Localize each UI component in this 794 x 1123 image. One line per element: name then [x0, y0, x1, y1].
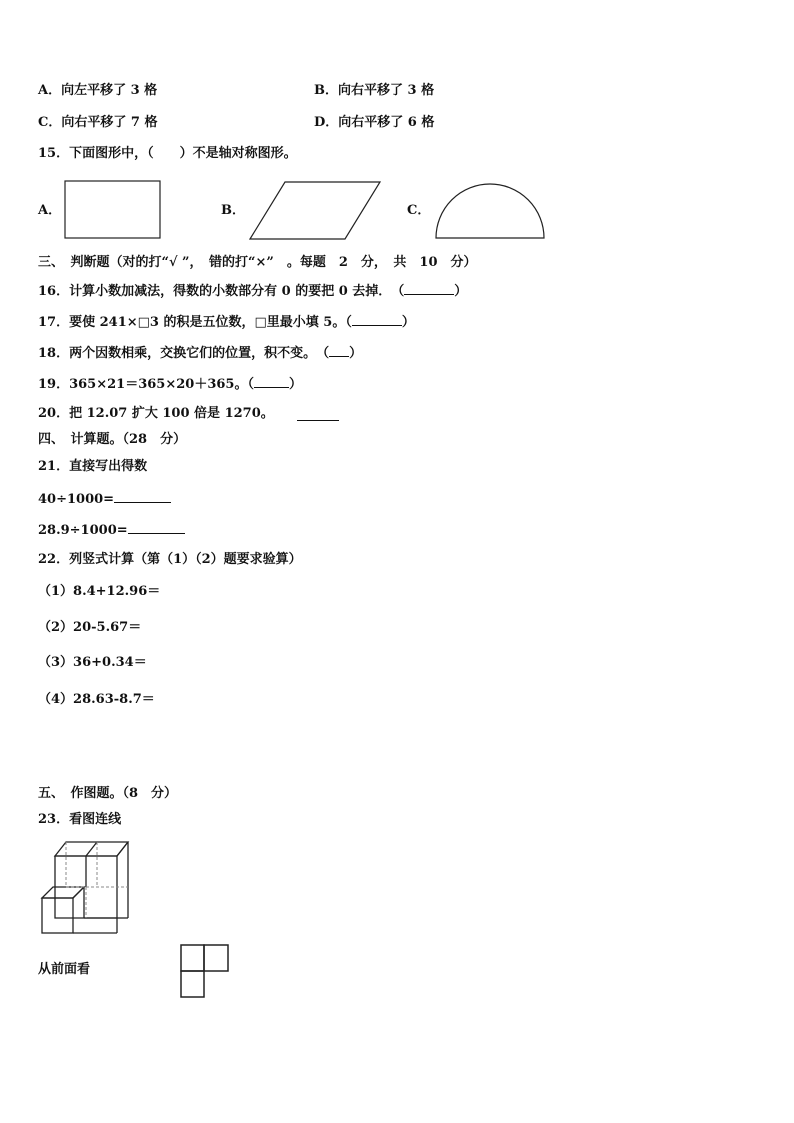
front-view-label: 从前面看	[38, 962, 91, 977]
q22-item-3: （3）36+0.34＝	[38, 655, 147, 670]
q15-option-c-label: C．	[407, 203, 431, 218]
q21-expr-1: 40÷1000=	[38, 492, 115, 507]
q21-expr-2: 28.9÷1000=	[38, 523, 128, 538]
option-b: B．向右平移了 3 格	[314, 83, 435, 98]
q15-option-b-label: B．	[221, 203, 245, 218]
q15-option-a-label: A．	[38, 203, 62, 218]
question-23: 23．看图连线	[38, 812, 122, 827]
question-20: 20．把 12.07 扩大 100 倍是 1270。	[38, 406, 274, 421]
q16-paren-close: ）	[454, 284, 468, 299]
section-4-heading: 四、 计算题。（28 分）	[38, 432, 187, 447]
q18-text: 18．两个因数相乘，交换它们的位置，积不变。 （	[38, 346, 330, 361]
q22-item-1: （1）8.4+12.96＝	[38, 584, 161, 599]
option-d: D．向右平移了 6 格	[314, 115, 435, 130]
q19-paren-close: ）	[288, 377, 302, 392]
q19-text: 19．365×21＝365×20＋365。（	[38, 377, 254, 392]
option-c: C．向右平移了 7 格	[38, 115, 158, 130]
q18-paren-close: ）	[349, 346, 363, 361]
section-5-heading: 五、 作图题。（8 分）	[38, 786, 178, 801]
q17-text: 17．要使 241×□3 的积是五位数，□里最小填 5。（	[38, 315, 352, 330]
section-3-heading: 三、 判断题（对的打“√ ”， 错的打“×” 。每题 2 分， 共 10 分）	[38, 255, 477, 270]
question-22: 22．列竖式计算（第（1）（2）题要求验算）	[38, 552, 302, 567]
q17-paren-close: ）	[401, 315, 415, 330]
question-21: 21．直接写出得数	[38, 459, 148, 474]
q22-item-4: （4）28.63-8.7＝	[38, 692, 155, 707]
q16-text: 16．计算小数加减法，得数的小数部分有 0 的要把 0 去掉． （	[38, 284, 405, 299]
q22-item-2: （2）20-5.67＝	[38, 620, 142, 635]
option-a: A．向左平移了 3 格	[38, 83, 158, 98]
question-15: 15．下面图形中，（ ）不是轴对称图形。	[38, 146, 297, 161]
